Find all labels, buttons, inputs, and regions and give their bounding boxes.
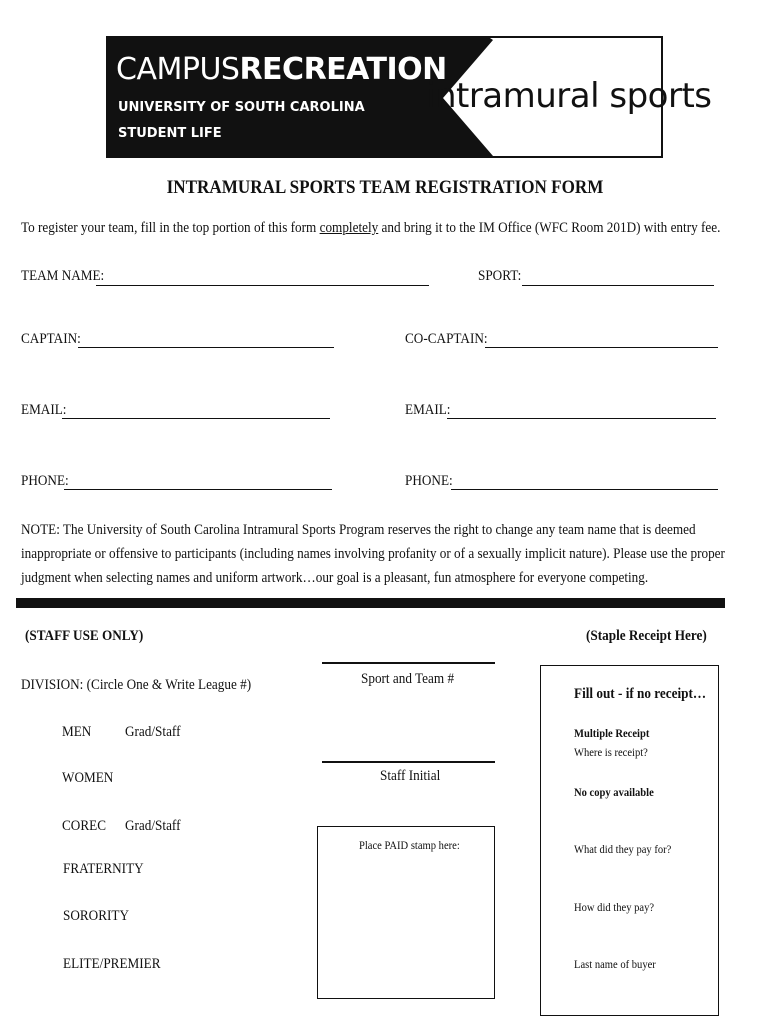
no-copy-label: No copy available (574, 785, 654, 799)
where-receipt-label: Where is receipt? (574, 745, 648, 759)
staff-initial-line[interactable] (322, 761, 495, 763)
brand-intramural-sports: intramural sports (426, 76, 712, 116)
team-name-field[interactable] (96, 285, 429, 286)
sport-field[interactable] (522, 285, 714, 286)
intro-text: To register your team, fill in the top portion of this form completely and bring it to the IM Office (WFC Room 201D) with entry fee. (21, 220, 721, 236)
how-pay-label: How did they pay? (574, 900, 655, 914)
brand-campus-recreation: CAMPUSRECREATION (116, 52, 447, 87)
phone-right-field[interactable] (451, 489, 718, 490)
staple-receipt-here: (Staple Receipt Here) (586, 628, 707, 644)
division-corec[interactable]: COREC (62, 818, 107, 834)
division-corec-grad-staff[interactable]: Grad/Staff (125, 818, 181, 834)
note-line-2: inappropriate or offensive to participants (including names involving profanity or of a sexually implicit nature). Please use the proper (21, 546, 725, 562)
staff-use-only: (STAFF USE ONLY) (25, 628, 144, 644)
division-men-grad-staff[interactable]: Grad/Staff (125, 724, 181, 740)
section-divider (16, 598, 725, 608)
note-line-1: NOTE: The University of South Carolina Intramural Sports Program reserves the right to change any team name that is deemed (21, 522, 696, 538)
note-line-3: judgment when selecting names and uniform artwork…our goal is a pleasant, fun atmosphere for everyone competing. (21, 570, 649, 586)
email-left-field[interactable] (62, 418, 330, 419)
header-banner (106, 36, 712, 158)
division-fraternity[interactable]: FRATERNITY (63, 861, 144, 877)
phone-left-field[interactable] (64, 489, 332, 490)
division-elite-premier[interactable]: ELITE/PREMIER (63, 956, 161, 972)
division-women[interactable]: WOMEN (62, 770, 114, 786)
multiple-receipt-label: Multiple Receipt (574, 726, 650, 740)
co-captain-label: CO-CAPTAIN: (405, 331, 488, 347)
division-sorority[interactable]: SORORITY (63, 908, 130, 924)
phone-right-label: PHONE: (405, 473, 453, 489)
team-name-label: TEAM NAME: (21, 268, 105, 284)
captain-field[interactable] (78, 347, 334, 348)
co-captain-field[interactable] (485, 347, 718, 348)
sport-label: SPORT: (478, 268, 522, 284)
division-men[interactable]: MEN (62, 724, 92, 740)
brand-university: UNIVERSITY OF SOUTH CAROLINA (118, 100, 365, 115)
note-paragraph (21, 518, 743, 590)
what-pay-label: What did they pay for? (574, 842, 672, 856)
email-right-label: EMAIL: (405, 402, 451, 418)
staff-initial-label: Staff Initial (380, 768, 441, 784)
fill-out-label: Fill out - if no receipt… (574, 686, 707, 702)
email-left-label: EMAIL: (21, 402, 67, 418)
division-label: DIVISION: (Circle One & Write League #) (21, 677, 252, 693)
phone-left-label: PHONE: (21, 473, 69, 489)
last-name-label: Last name of buyer (574, 957, 656, 971)
captain-label: CAPTAIN: (21, 331, 81, 347)
brand-student-life: STUDENT LIFE (118, 126, 222, 141)
email-right-field[interactable] (447, 418, 716, 419)
form-title: INTRAMURAL SPORTS TEAM REGISTRATION FORM (166, 177, 604, 198)
sport-team-label: Sport and Team # (361, 671, 455, 687)
sport-team-line[interactable] (322, 662, 495, 664)
paid-stamp-label: Place PAID stamp here: (359, 838, 460, 852)
